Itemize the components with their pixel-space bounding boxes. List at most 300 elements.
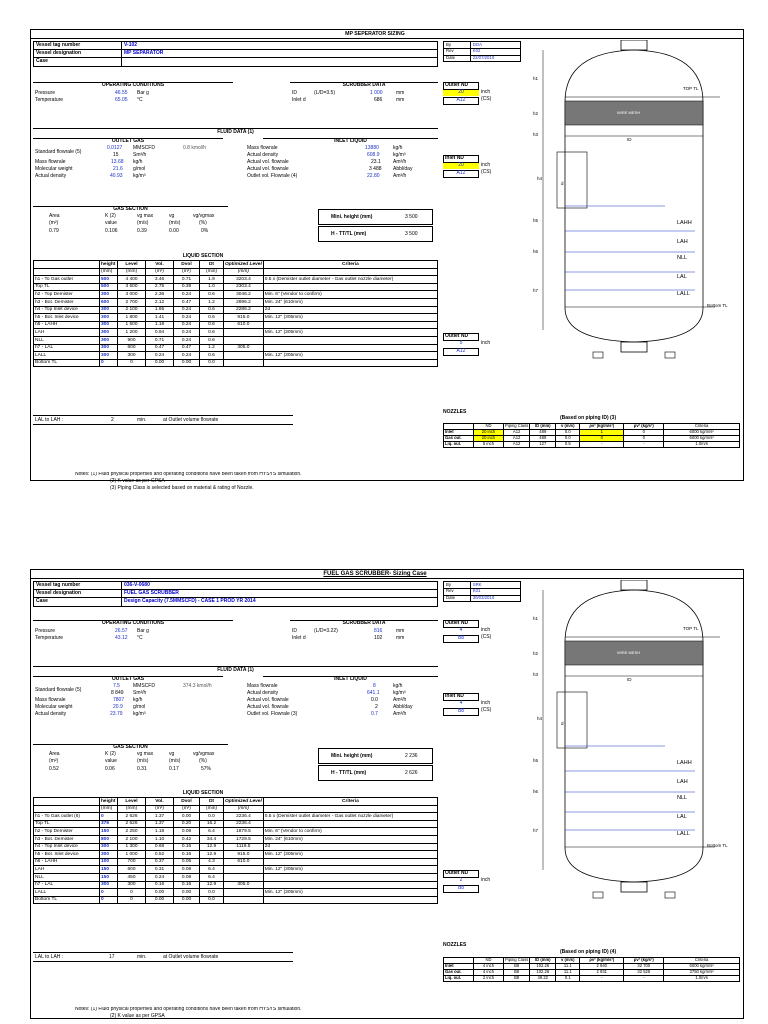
tt-height-box: H - TT/TL (mm) 2 626 bbox=[318, 765, 433, 781]
criteria-cell bbox=[263, 820, 437, 828]
level-value: 0.16 bbox=[174, 851, 200, 859]
level-value: 376 bbox=[100, 820, 118, 828]
inlet-d-value: 102 bbox=[374, 635, 383, 641]
nozzle-value: 127 bbox=[530, 442, 556, 448]
level-value: 34.4 bbox=[200, 835, 224, 843]
criteria-cell bbox=[263, 881, 437, 889]
level-value: 0.24 bbox=[174, 291, 200, 299]
nozzle-value: 11.1 bbox=[556, 964, 580, 970]
gas-section: GAS SECTION Area K (2) vg max vg vg/vgmax (m²) value (m/s) (m/s) (%) 0.52 0.06 0.31 0.17 57% bbox=[33, 744, 228, 774]
support-leg-right bbox=[665, 352, 675, 358]
criteria-cell: 0.5 x (Demister outlet diameter - Gas outlet nozzle diameter) bbox=[263, 813, 437, 821]
level-value: 0.08 bbox=[174, 873, 200, 881]
nozzle-value: 0.5 bbox=[556, 442, 580, 448]
criteria-cell: Min. 12" (305mm) bbox=[263, 352, 437, 360]
criteria-cell: Min. 12" (305mm) bbox=[263, 314, 437, 322]
level-value: 0.0 bbox=[200, 889, 224, 897]
level-value: 700 bbox=[118, 858, 146, 866]
level-value: 150 bbox=[100, 866, 118, 874]
level-value: 0.24 bbox=[174, 336, 200, 344]
nozzle-label: Inlet bbox=[444, 430, 474, 436]
level-value: 100 bbox=[100, 858, 118, 866]
level-value: 0.24 bbox=[174, 352, 200, 360]
level-value: 0.16 bbox=[146, 881, 174, 889]
level-value: 3.46 bbox=[146, 276, 174, 284]
liquid-row bbox=[34, 813, 438, 821]
vessel-designation-row: Vessel designation FUEL GAS SCRUBBER bbox=[34, 590, 437, 598]
level-value: 1879.5 bbox=[224, 828, 264, 836]
level-value: 2 626 bbox=[118, 820, 146, 828]
outlet-nd-liquid: Outlet ND 5 inch A12 bbox=[445, 333, 491, 354]
level-value: 300 bbox=[118, 881, 146, 889]
nozzles-table bbox=[443, 957, 740, 982]
level-value: 0 bbox=[100, 889, 118, 897]
info-row: Rev K01 bbox=[444, 588, 521, 595]
level-value: 0.6 bbox=[200, 321, 224, 329]
sheet-title: FUEL GAS SCRUBBER- Sizing Case bbox=[323, 571, 427, 577]
level-label: h3 - Bot. Demister bbox=[34, 298, 100, 306]
level-value: 1.10 bbox=[146, 835, 174, 843]
case-row: Case bbox=[34, 58, 437, 66]
nozzle-value: 0 bbox=[624, 430, 664, 436]
level-value: 900 bbox=[118, 336, 146, 344]
nozzle-value: B8 bbox=[504, 976, 530, 982]
nozzle-value: 6000 kg/m/s² bbox=[664, 436, 740, 442]
level-value: 0.42 bbox=[174, 835, 200, 843]
level-value: 300 bbox=[100, 329, 118, 337]
vessel-bottom-head bbox=[565, 308, 703, 342]
criteria-cell bbox=[263, 873, 437, 881]
nozzle-value: 32 528 bbox=[624, 970, 664, 976]
inlet-device bbox=[557, 692, 587, 748]
vessel-bottom-head bbox=[565, 848, 703, 882]
criteria-cell: Min. 24" (610mm) bbox=[263, 298, 437, 306]
nozzle-value: A12 bbox=[504, 436, 530, 442]
level-value: 915.0 bbox=[224, 851, 264, 859]
level-value: 600 bbox=[118, 866, 146, 874]
tt-height-box: H - TT/TL (mm) 3 500 bbox=[318, 226, 433, 242]
nozzle-value: B8 bbox=[504, 964, 530, 970]
nozzle-label: Gas oul. bbox=[444, 970, 474, 976]
level-value: 0.6 bbox=[200, 291, 224, 299]
level-value: 0.39 bbox=[174, 283, 200, 291]
liquid-row bbox=[34, 314, 438, 322]
info-row: Rev K02 bbox=[444, 48, 521, 55]
liquid-row bbox=[34, 359, 438, 367]
level-value: 0 bbox=[100, 359, 118, 367]
nozzle-value: 49.22 bbox=[530, 976, 556, 982]
liquid-row bbox=[34, 352, 438, 360]
scrubber-data: SCRUBBER DATA ID (L/D=3.5) 1 000 mm Inlet d 686 mm bbox=[290, 82, 438, 108]
nozzle-value: 1 bbox=[580, 430, 624, 436]
level-value bbox=[224, 359, 264, 367]
criteria-cell bbox=[263, 336, 437, 344]
vessel-top-head bbox=[565, 50, 703, 102]
level-value: 3046.2 bbox=[224, 291, 264, 299]
level-value: 300 bbox=[100, 843, 118, 851]
liquid-unit-row: (mm) (mm) (m³) (m³) (min) (mm) bbox=[34, 268, 438, 276]
level-value: 1.18 bbox=[146, 828, 174, 836]
level-value: 0.00 bbox=[146, 359, 174, 367]
level-label: Bottom TL bbox=[34, 359, 100, 367]
nozzle-value: A12 bbox=[504, 442, 530, 448]
level-value: 0.47 bbox=[146, 344, 174, 352]
level-value: 1.37 bbox=[146, 820, 174, 828]
gas-section: GAS SECTION Area K (2) vg max vg vg/vgmax (m²) value (m/s) (m/s) (%) 0.79 0.106 0.39 0.00 0% bbox=[33, 206, 228, 236]
nozzle-value: 4 inch bbox=[474, 970, 504, 976]
level-value: 305.0 bbox=[224, 881, 264, 889]
level-value: 12.9 bbox=[200, 881, 224, 889]
temperature-value: 43.12 bbox=[115, 635, 128, 641]
vessel-tag-row: Vessel tag number 036-V-0680 bbox=[34, 582, 437, 590]
liquid-row bbox=[34, 835, 438, 843]
nozzle-value: A12 bbox=[504, 430, 530, 436]
level-value: 150 bbox=[100, 873, 118, 881]
level-value: 300 bbox=[100, 344, 118, 352]
sizing-sheet-fuel-gas-scrubber: FUEL GAS SCRUBBER- Sizing Case Vessel tag number 036-V-0680 Vessel designation FUEL GAS SCRUBBER Case Design Capacity (7.5MMSCFD) - CASE 1 PROD YR 2014 By SRK Rev K01 Date 30/03/2010 OPERATING CONDITIONS Pressure 26.57 Bar g Temperature 43.12 °C SCRUBBER DATA ID (L/D=3.22) 816 mm Inlet d 102 mm Outlet ND 4 inch B8 (CS) FLUID DATA (1) OUTLET GAS INLET LIQUID Standard flowrale (5) 7.5 MMSCFD 374.3 kmol/h 8 849 Sm³/h Mass flowrale 7807 kg/h Molecular weight 20.9 g/mol Actual density 23.79 kg/m³ Mass flowrale 8 kg/h Actual density 641.1 kg/m³ Actual vol. flowrale 0.0 Am³/h Actual vol. flowrale 2 Abbl/day Outlet vol. Flowrale (3) 0.7 Am³/h Inlet ND 4 inch B8 (CS) GAS SECTION Area K (2) vg max vg vg/vgmax (m²) value (m/s) (m/s) (%) 0.52 0.06 0.31 0.17 57% Mini. height (mm) 2 236 H - TT/TL (mm) 2 626 LIQUID SECTION height Level Vol. Dvol Dt Optimized Level Criteria (mm) (mm) (m³) (m³) (min) (mm) h1 - To Gas outlet (6) 0 2 626 1.37 0.00 0.0 2236.4 0.5 x (Demister outlet diameter - Gas outlet nozzle diameter) Top TL 376 2 626 1.37 0.20 16.2 2236.4 h2 - Top Demister 150 2 250 1.18 0.08 6.4 1879.5 Min. 6" (Vendor to confirm) h3 - Bot. Demister 800 2 100 1.10 0.42 34.4 1729.5 Min. 24" (610mm) h4 - Top Inlet device 300 1 300 0.68 0.16 12.9 1119.5 2d h5 - Bot. Inlet device 300 1 000 0.52 0.16 12.9 915.0 Min. 12" (305mm) h6 - LAHH 100 700 0.37 0.05 4.3 610.0 LAH 150 600 0.31 0.08 6.4 Min. 12" (305mm) NLL 150 450 0.24 0.08 6.4 h7 - LAL 300 300 0.16 0.16 12.9 305.0 LALL 0 0 0.00 0.00 0.0 Min. 12" (305mm) Bottom TL 0 0 0.00 0.00 0.0 Outlet ND 2 inch B8 LAL to LAH : 17 min. at Outlet volume flowrate NOZZLES (Based on piping ID) (4) ND Piping Class ID (mm) v (m/s) ρv² (kg/m/s²) ρv² (kg/s²) Criteria Inlet 4 inch B8 102.26 11.1 2 940 32 700 6000 kg/m/s² Gas oul. 4 inch B8 102.26 11.1 2 931 32 528 3750 kg/m/s² Liq. oul. 2 inch B8 49.22 0.1 - - 1.0m/s Notes: (1) Fluid physical properties and operating conditions have been taken from HYSYS simulation. (2) K value as per GPSA h1 h2 h3 h4 h5 h6 h7 TOP TL Bottom TL WIRE MESH ID d LAHH LAH NLL LAL LALL bbox=[0, 540, 768, 1024]
nozzle-value: - bbox=[624, 976, 664, 982]
level-value: 2286.2 bbox=[224, 306, 264, 314]
level-value: 0.00 bbox=[146, 889, 174, 897]
level-value: 450 bbox=[118, 873, 146, 881]
level-value: 0.6 bbox=[200, 352, 224, 360]
level-label: h6 - LAHH bbox=[34, 321, 100, 329]
nozzle-value: 20 inch bbox=[474, 436, 504, 442]
level-value: 0.08 bbox=[174, 828, 200, 836]
scrubber-data: SCRUBBER DATA ID (L/D=3.22) 816 mm Inlet d 102 mm bbox=[290, 620, 438, 646]
liquid-row bbox=[34, 858, 438, 866]
vessel-tag-value: V-102 bbox=[121, 42, 437, 49]
level-value: 1.0 bbox=[200, 283, 224, 291]
level-label: LALL bbox=[34, 889, 100, 897]
vessel-diagram: h1 h2 h3 h4 h5 h6 h7 TOP TL Bottom TL WIRE MESH ID d LAHH LAH NLL LAL LALL bbox=[525, 40, 740, 370]
nozzle-label: Liq. oul. bbox=[444, 976, 474, 982]
level-value: 2236.4 bbox=[224, 813, 264, 821]
level-label: Top TL bbox=[34, 283, 100, 291]
level-value: 0.24 bbox=[174, 314, 200, 322]
pressure-value: 26.57 bbox=[115, 628, 128, 634]
level-value: 0.71 bbox=[146, 336, 174, 344]
gas-outlet-nozzle bbox=[621, 40, 647, 50]
criteria-cell: Min. 6" (Vendor to confirm) bbox=[263, 291, 437, 299]
nozzle-value: 20 inch bbox=[474, 430, 504, 436]
level-value: 12.9 bbox=[200, 843, 224, 851]
inlet-device bbox=[557, 152, 587, 208]
liquid-row bbox=[34, 336, 438, 344]
nozzle-value: 11.1 bbox=[556, 970, 580, 976]
liquid-section-table bbox=[33, 260, 438, 367]
level-value: 0.00 bbox=[174, 359, 200, 367]
level-value: 1.65 bbox=[146, 306, 174, 314]
level-value: 3 000 bbox=[118, 291, 146, 299]
level-value: 1.2 bbox=[200, 344, 224, 352]
level-value: 0.05 bbox=[174, 858, 200, 866]
mini-height-box: Mini. height (mm) 2 236 bbox=[318, 748, 433, 764]
level-value: 3 500 bbox=[118, 283, 146, 291]
nozzle-value: 0.1 bbox=[556, 976, 580, 982]
vessel-top-head bbox=[565, 590, 703, 642]
criteria-cell: Min. 6" (Vendor to confirm) bbox=[263, 828, 437, 836]
level-label: LAH bbox=[34, 866, 100, 874]
inlet-liquid-rows: Mass flowrale 8 kg/h Actual density 641.1 kg/m³ Actual vol. flowrale 0.0 Am³/h Actual vol. flowrale 2 Abbl/day Outlet vol. Flowrale (3) 0.7 Am³/h bbox=[247, 683, 413, 717]
level-value: 150 bbox=[100, 828, 118, 836]
support-leg-right bbox=[665, 892, 675, 898]
level-value: 0.20 bbox=[174, 820, 200, 828]
vessel-tag-row: Vessel tag number V-102 bbox=[34, 42, 437, 50]
nozzle-value: 1.0m/s bbox=[664, 976, 740, 982]
level-value: 6.4 bbox=[200, 866, 224, 874]
vessel-tag-value: 036-V-0680 bbox=[121, 582, 437, 589]
nozzle-value: 2 inch bbox=[474, 976, 504, 982]
nozzle-value: 3750 kg/m/s² bbox=[664, 970, 740, 976]
criteria-cell bbox=[263, 344, 437, 352]
inlet-nd: Inlet ND 4 inch B8 (CS) bbox=[445, 693, 492, 714]
liquid-row bbox=[34, 889, 438, 897]
level-value: 500 bbox=[100, 283, 118, 291]
liquid-row bbox=[34, 291, 438, 299]
liquid-row bbox=[34, 344, 438, 352]
level-label: h5 - Bot. Inlet device bbox=[34, 851, 100, 859]
vessel-designation-value: MP SEPARATOR bbox=[121, 50, 437, 57]
level-value bbox=[224, 352, 264, 360]
level-label: h2 - Top Demister bbox=[34, 828, 100, 836]
level-value bbox=[224, 896, 264, 904]
level-label: h7 - LAL bbox=[34, 881, 100, 889]
level-value: 300 bbox=[100, 306, 118, 314]
level-value: 0.24 bbox=[174, 329, 200, 337]
level-label: h4 - Top Inlet device bbox=[34, 306, 100, 314]
mini-height-box: Mini. height (mm) 3 500 bbox=[318, 209, 433, 225]
level-value: 0.16 bbox=[174, 843, 200, 851]
level-label: h6 - LAHH bbox=[34, 858, 100, 866]
case-row: Case Design Capacity (7.5MMSCFD) - CASE 1 PROD YR 2014 bbox=[34, 598, 437, 606]
level-value: 4 400 bbox=[118, 276, 146, 284]
lal-to-lah: LAL to LAH : 17 min. at Outlet volume flowrate bbox=[33, 952, 293, 962]
nozzle-row bbox=[444, 442, 740, 448]
level-value: 500 bbox=[100, 276, 118, 284]
level-label: LALL bbox=[34, 352, 100, 360]
level-value: 1 500 bbox=[118, 321, 146, 329]
nozzle-label: Gas oul. bbox=[444, 436, 474, 442]
vessel-diagram-svg bbox=[525, 40, 740, 370]
criteria-cell: 2d bbox=[263, 843, 437, 851]
fluid-data: FLUID DATA (1) OUTLET GAS INLET LIQUID Standard flowrale (5) 0.0127 MMSCFD 0.8 kmol/h 15 Sm³/h Mass flowrale 13.68 kg/h Molecular weight 21.6 g/mol Actual density 40.93 kg/m³ Mass flowrale 13880 kg/h Actual density 608.9 kg/m³ Actual vol. flowrale 23.1 Am³/h Actual vol. flowrale 3 488 Abbl/day Outlet vol. Flowrale (4) 22.80 Am³/h bbox=[33, 128, 438, 188]
level-label: h2 - Top Demister bbox=[34, 291, 100, 299]
level-value: 0.47 bbox=[174, 298, 200, 306]
level-value bbox=[224, 873, 264, 881]
level-value: 2 250 bbox=[118, 828, 146, 836]
level-value: 300 bbox=[100, 291, 118, 299]
level-value: 0.0 bbox=[200, 359, 224, 367]
level-value: 915.0 bbox=[224, 314, 264, 322]
level-value bbox=[224, 329, 264, 337]
nozzle-value: 0 bbox=[580, 436, 624, 442]
level-value: 1.37 bbox=[146, 813, 174, 821]
level-value: 0.31 bbox=[146, 866, 174, 874]
liquid-row bbox=[34, 306, 438, 314]
sheet-title: MP SEPERATOR SIZING bbox=[345, 31, 405, 37]
liquid-row bbox=[34, 283, 438, 291]
fluid-data: FLUID DATA (1) OUTLET GAS INLET LIQUID Standard flowrale (5) 7.5 MMSCFD 374.3 kmol/h 8 849 Sm³/h Mass flowrale 7807 kg/h Molecular weight 20.9 g/mol Actual density 23.79 kg/m³ Mass flowrale 8 kg/h Actual density 641.1 kg/m³ Actual vol. flowrale 0.0 Am³/h Actual vol. flowrale 2 Abbl/day Outlet vol. Flowrale (3) 0.7 Am³/h bbox=[33, 666, 438, 726]
level-value bbox=[224, 889, 264, 897]
header-block bbox=[33, 581, 438, 607]
level-value: 1 000 bbox=[118, 851, 146, 859]
vessel-diagram-svg bbox=[525, 580, 740, 910]
liquid-header-row: height Level Vol. Dvol Dt Optimized Level Criteria bbox=[34, 798, 438, 806]
nozzle-value: - bbox=[580, 442, 624, 448]
level-label: h7 - LAL bbox=[34, 344, 100, 352]
liquid-unit-row: (mm) (mm) (m³) (m³) (min) (mm) bbox=[34, 805, 438, 813]
nozzle-row bbox=[444, 976, 740, 982]
criteria-cell bbox=[263, 321, 437, 329]
inlet-d-value: 686 bbox=[374, 97, 383, 103]
liquid-row bbox=[34, 851, 438, 859]
operating-conditions: OPERATING CONDITIONS Pressure 26.57 Bar g Temperature 43.12 °C bbox=[33, 620, 233, 646]
nozzle-value: 6000 kg/m/s² bbox=[664, 964, 740, 970]
level-value: 2896.2 bbox=[224, 298, 264, 306]
nozzle-value: 102.26 bbox=[530, 964, 556, 970]
nozzle-value: B8 bbox=[504, 970, 530, 976]
level-value: 2 626 bbox=[118, 813, 146, 821]
level-value: 0.24 bbox=[174, 306, 200, 314]
nozzle-rows bbox=[444, 964, 740, 982]
level-value: 6.4 bbox=[200, 873, 224, 881]
level-value: 0.94 bbox=[146, 329, 174, 337]
nozzle-value: 0.0 bbox=[556, 430, 580, 436]
level-label: NLL bbox=[34, 336, 100, 344]
criteria-cell: Min. 12" (305mm) bbox=[263, 866, 437, 874]
nozzle-header-row: ND Piping Class ID (mm) v (m/s) ρv² (kg/m/s²) ρv² (kg/s²) Criteria bbox=[444, 958, 740, 964]
criteria-cell bbox=[263, 359, 437, 367]
support-leg-left bbox=[593, 352, 603, 358]
level-value: 0 bbox=[118, 359, 146, 367]
liquid-row bbox=[34, 866, 438, 874]
level-value: 0.24 bbox=[146, 352, 174, 360]
vessel-designation-row: Vessel designation MP SEPARATOR bbox=[34, 50, 437, 58]
level-label: Bottom TL bbox=[34, 896, 100, 904]
outlet-nd-top: Outlet ND 4 inch B8 (CS) bbox=[445, 620, 492, 641]
temperature-value: 65.05 bbox=[115, 97, 128, 103]
liquid-header-row: height Level Vol. Dvol Dt Optimized Level Criteria bbox=[34, 261, 438, 269]
liquid-row bbox=[34, 843, 438, 851]
level-value: 0.00 bbox=[146, 896, 174, 904]
level-label: h4 - Top Inlet device bbox=[34, 843, 100, 851]
level-value: 610.0 bbox=[224, 321, 264, 329]
level-label: h1 - To Gas outlet (6) bbox=[34, 813, 100, 821]
level-value: 0.24 bbox=[174, 321, 200, 329]
level-value bbox=[224, 866, 264, 874]
liquid-row bbox=[34, 276, 438, 284]
level-value: 0.00 bbox=[174, 896, 200, 904]
level-value: 305.0 bbox=[224, 344, 264, 352]
level-value: 0.08 bbox=[174, 866, 200, 874]
nozzle-value: 489 bbox=[530, 430, 556, 436]
liquid-row bbox=[34, 329, 438, 337]
pressure-value: 46.55 bbox=[115, 90, 128, 96]
level-value: 1 200 bbox=[118, 329, 146, 337]
liquid-row bbox=[34, 881, 438, 889]
level-value: 1 800 bbox=[118, 314, 146, 322]
level-value: 2.75 bbox=[146, 283, 174, 291]
nozzles-table bbox=[443, 423, 740, 448]
outlet-nd-liquid: Outlet ND 2 inch B8 bbox=[445, 870, 491, 891]
inlet-liquid-rows: Mass flowrale 13880 kg/h Actual density 608.9 kg/m³ Actual vol. flowrale 23.1 Am³/h Actual vol. flowrale 3 488 Abbl/day Outlet vol. Flowrale (4) 22.80 Am³/h bbox=[247, 145, 413, 179]
level-label: LAH bbox=[34, 329, 100, 337]
info-row: Date 22/07/2010 bbox=[444, 55, 521, 62]
outlet-gas-rows: Standard flowrale (5) 7.5 MMSCFD 374.3 kmol/h 8 849 Sm³/h Mass flowrale 7807 kg/h Molecular weight 20.9 g/mol Actual density 23.79 kg/m³ bbox=[35, 683, 212, 717]
level-value: 2.36 bbox=[146, 291, 174, 299]
liquid-row bbox=[34, 828, 438, 836]
level-label: NLL bbox=[34, 873, 100, 881]
nozzle-value: 1.0m/s bbox=[664, 442, 740, 448]
level-value: 0.16 bbox=[174, 881, 200, 889]
nozzle-value: 5 inch bbox=[474, 442, 504, 448]
liquid-rows bbox=[34, 813, 438, 904]
nozzle-value: 102.26 bbox=[530, 970, 556, 976]
liquid-row bbox=[34, 298, 438, 306]
level-value: 2 100 bbox=[118, 306, 146, 314]
nozzle-label: Liq. oul. bbox=[444, 442, 474, 448]
criteria-cell: Min. 12" (305mm) bbox=[263, 889, 437, 897]
support-leg-left bbox=[593, 892, 603, 898]
operating-conditions: OPERATING CONDITIONS Pressure 46.55 Bar g Temperature 65.05 °C bbox=[33, 82, 233, 108]
level-value: 2.12 bbox=[146, 298, 174, 306]
info-row: By DOA bbox=[444, 42, 521, 49]
level-value: 0.6 bbox=[200, 314, 224, 322]
vessel-designation-value: FUEL GAS SCRUBBER bbox=[121, 590, 437, 597]
criteria-cell bbox=[263, 858, 437, 866]
level-label: h1 - To Gas outlet bbox=[34, 276, 100, 284]
revision-info-table bbox=[443, 41, 521, 62]
nozzle-value: - bbox=[624, 442, 664, 448]
level-value: 1119.5 bbox=[224, 843, 264, 851]
criteria-cell: 2d bbox=[263, 306, 437, 314]
level-value: 0.24 bbox=[146, 873, 174, 881]
level-value: 2236.4 bbox=[224, 820, 264, 828]
level-value: 300 bbox=[100, 336, 118, 344]
criteria-cell: Min. 24" (610mm) bbox=[263, 835, 437, 843]
level-value: 1729.5 bbox=[224, 835, 264, 843]
info-row: Date 30/03/2010 bbox=[444, 595, 521, 602]
level-value: 600 bbox=[118, 344, 146, 352]
nozzle-value: 2 931 bbox=[580, 970, 624, 976]
scrubber-id-value: 1 000 bbox=[370, 90, 383, 96]
nozzle-header-row: ND Piping Class ID (mm) v (m/s) ρv² (kg/m/s²) ρv² (kg/s²) Criteria bbox=[444, 424, 740, 430]
criteria-cell: 0.5 x (Demister outlet diameter - Gas outlet nozzle diameter) bbox=[263, 276, 437, 284]
nozzle-value: 4 inch bbox=[474, 964, 504, 970]
level-value: 0.0 bbox=[200, 813, 224, 821]
outlet-nd-top: Outlet ND 20 inch A12 (CS) bbox=[445, 82, 492, 103]
level-value: 1.2 bbox=[200, 298, 224, 306]
level-value: 12.9 bbox=[200, 851, 224, 859]
level-value: 0.37 bbox=[146, 858, 174, 866]
info-row: By SRK bbox=[444, 582, 521, 589]
level-value: 300 bbox=[100, 881, 118, 889]
liquid-outlet-nozzle bbox=[621, 882, 647, 892]
level-value: 300 bbox=[100, 352, 118, 360]
liquid-row bbox=[34, 820, 438, 828]
level-value: 0.00 bbox=[174, 889, 200, 897]
criteria-cell: Min. 12" (305mm) bbox=[263, 851, 437, 859]
liquid-row bbox=[34, 873, 438, 881]
level-label: h5 - Bot. Inlet device bbox=[34, 314, 100, 322]
criteria-cell bbox=[263, 283, 437, 291]
level-value: 0 bbox=[118, 896, 146, 904]
level-value: 4.3 bbox=[200, 858, 224, 866]
liquid-section-table bbox=[33, 797, 438, 904]
level-value: 2303.4 bbox=[224, 283, 264, 291]
level-value: 6.4 bbox=[200, 828, 224, 836]
